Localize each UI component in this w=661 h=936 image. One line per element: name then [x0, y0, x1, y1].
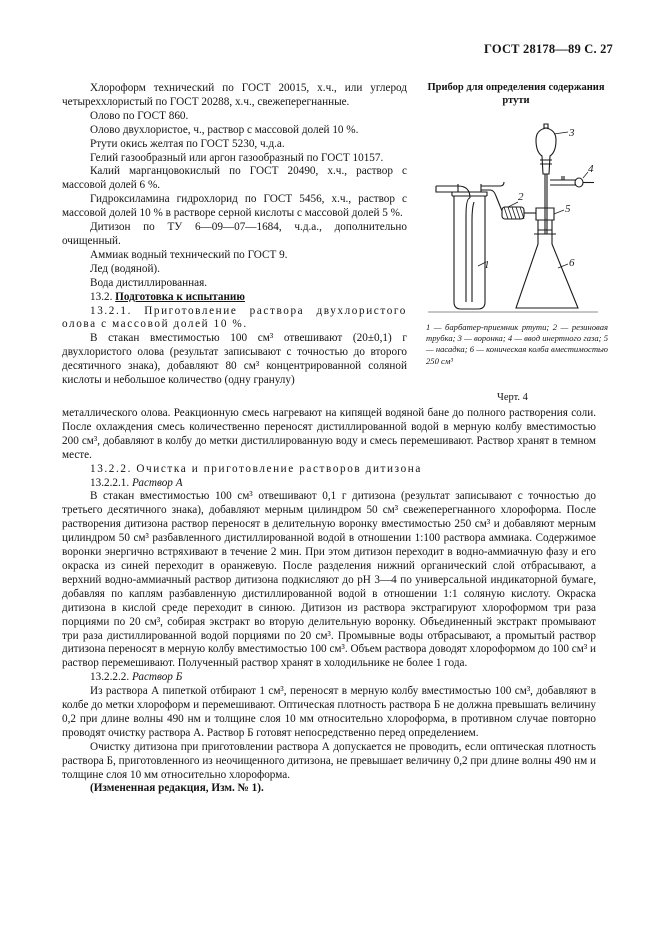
reagents-list	[62, 82, 407, 388]
figure-caption: 1 — барбатер-приемник ртути; 2 — резиновая трубка; 3 — воронка; 4 — ввод инертного газа; 5 — насадка; 6 — коническая колба вместимостью 250 см³	[426, 322, 608, 366]
paragraph: Из раствора А пипеткой отбирают 1 см³, переносят в мерную колбу вместимостью 100 см³, добавляют в колбе до метки хлороформ и перемешивают. Оптическая плотность раствора Б не должна превышать величину 0,2 при длине волны 490 нм и толщине слоя 10 мм относительно хлороформа, в противном случае повторно проводят очистку раствора А. Раствор Б готовят непосредственно перед определением.	[62, 685, 596, 739]
gas-inlet-valve	[575, 178, 583, 187]
figure-label: 6	[569, 257, 575, 269]
figure-label: 4	[588, 163, 594, 175]
reagent-item: Аммиак водный технический по ГОСТ 9.	[90, 248, 288, 261]
paragraph: В стакан вместимостью 100 см³ отвешивают 0,1 г дитизона (результат записывают с точностью до третьего десятичного знака), добавляют мерным цилиндром 50 см³ свежеперегнанного хлороформа. После растворения дитизона раствор переносят в делительную воронку вместимостью 250 см³ и добавляют мерным цилиндром 50 см³ разбавленного дистиллированной водой в отношении 1:100 раствора аммиака. Содержимое воронки энергично встряхивают в течение 2 мин. При этом дитизон переходит в водно-аммиачную фазу и его окраска из синей переходит в оранжевую. После разделения нижний органический слой отбрасывают, а верхний водно-аммиачный раствор дитизона подкисляют до pH 3—4 по универсальной индикаторной бумаге, добавляя по каплям разбавленную дистиллированной водой в отношении 1:1 соляную кислоту. Окраска дитизона в кислой среде переходит в синюю. Дитизон из раствора экстрагируют хлороформом три раза порциями по 20 см³, собирая экстракт во вторую делительную воронку. Объединенный экстракт промывают три раза дистиллированной водой порциями по 20 см³. Промывные воды отбрасывают, а промытый раствор дитизона переносят в мерную колбу вместимостью 100 см³. Объем раствора доводят хлороформом до 100 см³ и раствор перемешивают. Полученный раствор хранят в холодильнике не более 1 года.	[62, 490, 596, 670]
connector-left	[481, 190, 502, 211]
gas-inlet-tab	[562, 176, 564, 180]
paragraph: металлического олова. Реакционную смесь нагревают на кипящей водяной бане до полного растворения соли. После охлаждения смесь количественно переносят дистиллированной водой в мерную колбу вместимостью 200 см³, добавляют в колбу до метки дистиллированную воду и смесь перемешивают. Раствор хранят в темном месте.	[62, 407, 596, 461]
rubber-tube-hatch	[504, 207, 524, 219]
leader-2	[508, 202, 518, 207]
page-header: ГОСТ 28178—89 С. 27	[484, 42, 613, 56]
reagent-item: Дитизон по ТУ 6—09—07—1684, ч.д.а., дополнительно очищенный.	[62, 221, 407, 247]
subsection-heading: 13.2.2. Очистка и приготовление растворов дитизона	[90, 462, 422, 475]
section-number: 13.2.	[90, 290, 113, 303]
subsection-heading	[62, 671, 596, 685]
section-title: Подготовка к испытанию	[115, 290, 245, 303]
gas-inlet	[550, 180, 576, 185]
bubbler-stopper	[458, 184, 481, 192]
reagent-item: Ртути окись желтая по ГОСТ 5230, ч.д.а.	[90, 137, 285, 150]
section-number: 13.2.2.1.	[90, 476, 130, 489]
main-text	[62, 407, 596, 796]
reagent-item: Гелий газообразный или аргон газообразный по ГОСТ 10157.	[90, 151, 384, 164]
reagent-item: Калий марганцовокислый по ГОСТ 20490, х.ч., раствор с массовой долей 6 %.	[62, 165, 407, 192]
figure-label: 1	[484, 259, 490, 271]
figure-label: 5	[565, 203, 571, 215]
bubbler-inner-tube	[466, 198, 474, 302]
apparatus-figure	[418, 116, 608, 316]
section-title: Раствор Б	[131, 671, 183, 684]
funnel-stopper	[544, 124, 548, 128]
reagent-item: Гидроксиламина гидрохлорид по ГОСТ 5456, х.ч., раствор с массовой долей 10 % в растворе серной кислоты с массовой долей 5 %.	[62, 193, 407, 220]
subsection-heading: 13.2.1. Приготовление раствора двухлористого олова с массовой долей 10 %.	[62, 304, 407, 331]
amendment-note: (Измененная редакция, Изм. № 1).	[90, 782, 264, 795]
figure-label: 3	[569, 127, 575, 139]
leader-3	[554, 132, 568, 134]
figure-number: Черт. 4	[497, 392, 528, 403]
funnel-stem	[545, 174, 547, 234]
reagent-item: Хлороформ технический по ГОСТ 20015, х.ч., или углерод четыреххлористый по ГОСТ 20288, х.ч., свежеперегнанные.	[62, 82, 407, 108]
section-title: Раствор А	[131, 476, 183, 489]
reagent-item: Вода дистиллированная.	[90, 276, 208, 289]
dropping-funnel	[536, 128, 556, 174]
reagent-item: Олово по ГОСТ 860.	[90, 109, 189, 122]
conical-flask	[516, 230, 578, 308]
paragraph: В стакан вместимостью 100 см³ отвешивают (20±0,1) г двухлористого олова (результат записывают с точностью до второго десятичного знака), добавляют 80 см³ концентрированной соляной кислоты и небольшое количество (одну гранулу)	[62, 332, 407, 387]
leader-6	[558, 264, 568, 268]
figure-label: 2	[518, 191, 524, 203]
reagent-item: Олово двухлористое, ч., раствор с массовой долей 10 %.	[90, 123, 359, 136]
figure-title: Прибор для определения содержания ртути	[427, 82, 605, 106]
bubbler-body	[454, 196, 485, 309]
subsection-heading	[62, 477, 596, 491]
leader-5	[554, 210, 564, 214]
section-number: 13.2.2.2.	[90, 671, 130, 684]
reagent-item: Лед (водяной).	[90, 262, 160, 275]
bubbler-outlet	[481, 182, 504, 186]
section-heading	[62, 291, 407, 305]
paragraph: Очистку дитизона при приготовлении раствора А допускается не проводить, если оптическая плотность раствора Б, приготовленного из неочищенного дитизона, не превышает величину 0,2 при длине волны 490 нм и толщине слоя 10 мм относительно хлороформа.	[62, 740, 596, 781]
